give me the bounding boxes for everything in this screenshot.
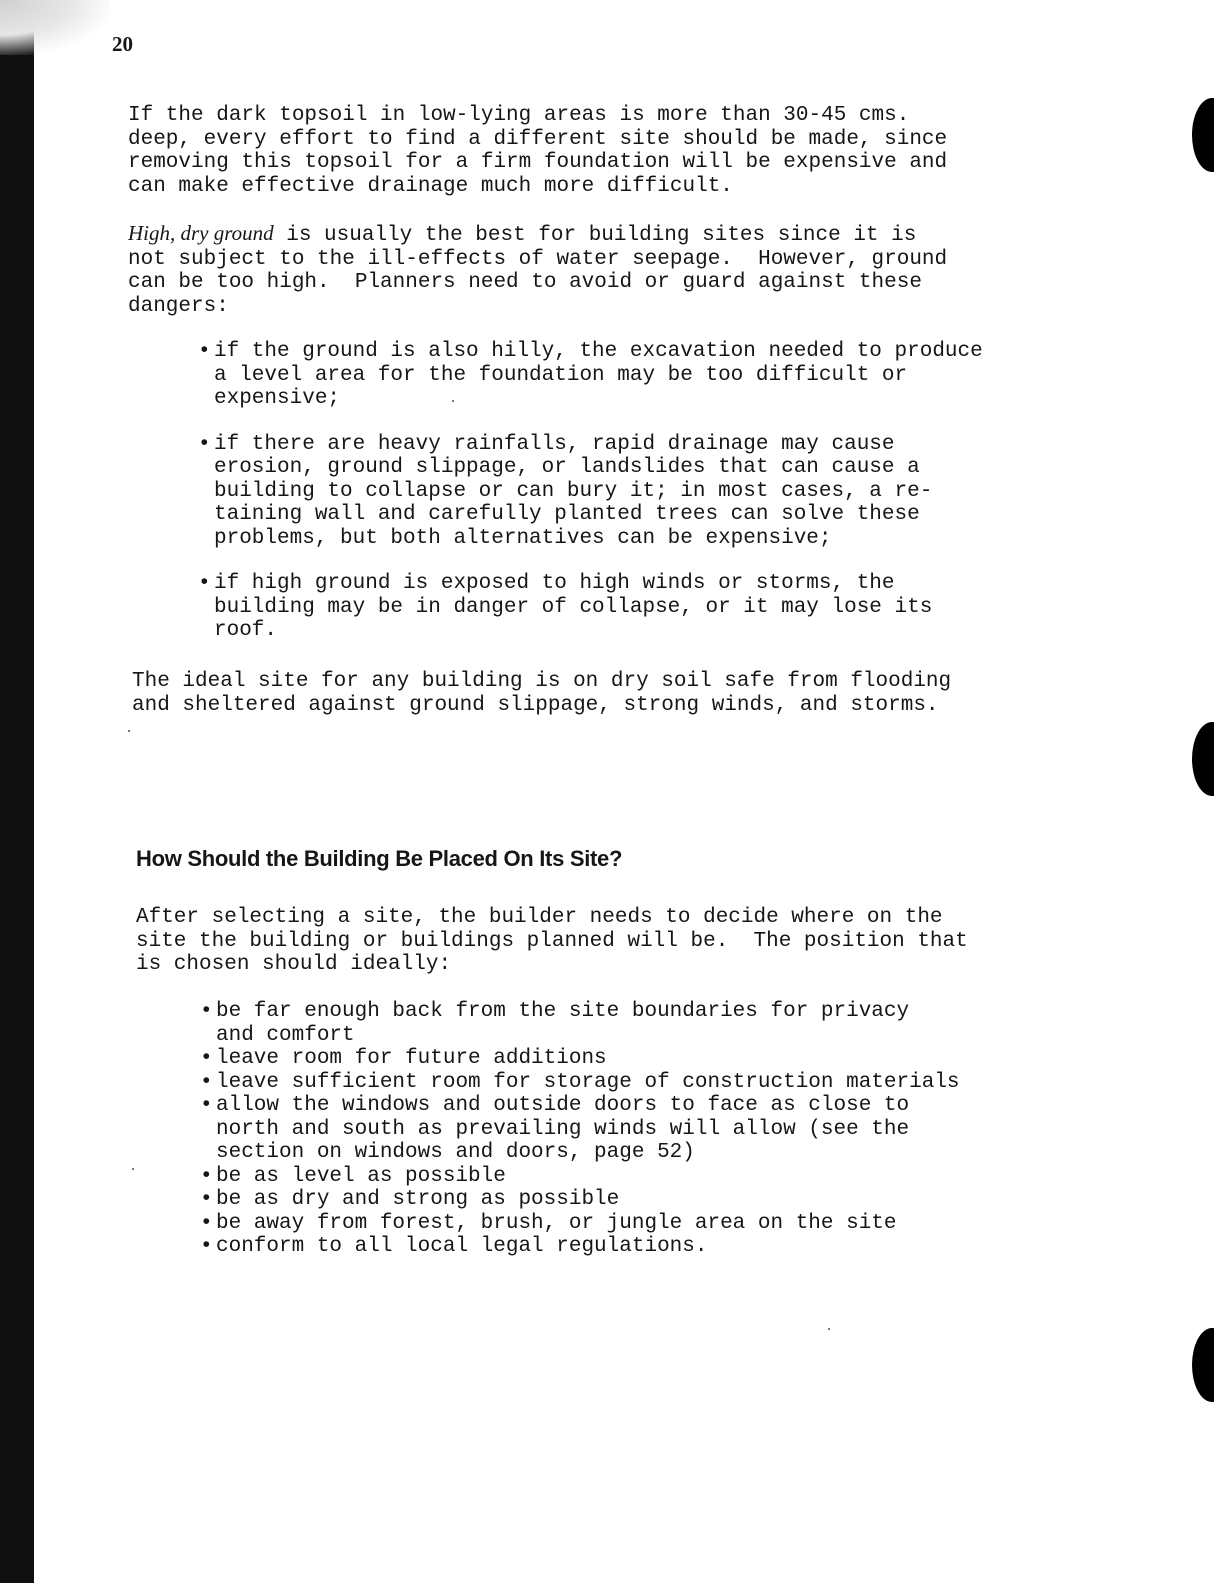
binder-hole-middle: [1192, 722, 1214, 796]
bullet-dot: •: [200, 1164, 213, 1188]
bullet-dot: •: [200, 1000, 213, 1023]
paragraph-high-ground-text: is usually the best for building sites since it is not subject to the ill-effects of water seepage. However, ground can be too high. Planners need to avoid or guard against these dangers:: [128, 224, 948, 318]
list-item-text: conform to all local legal regulations.: [216, 1235, 708, 1258]
paragraph-high-ground-lead: High, dry ground: [128, 221, 274, 245]
scan-speck: [128, 730, 130, 732]
list-item: [198, 572, 1088, 643]
list-item: [200, 1165, 1090, 1189]
list-item: [200, 1188, 1090, 1212]
list-item: [200, 1094, 1090, 1165]
paragraph-placement: After selecting a site, the builder needs to decide where on the site the building or buildings planned will be. The position that is chosen should ideally:: [136, 906, 968, 976]
scan-speck: [452, 400, 454, 402]
scan-corner-noise: [0, 0, 110, 55]
bullet-dot: •: [200, 1047, 213, 1070]
scan-speck: [828, 1328, 830, 1330]
page-number: 20: [112, 32, 133, 56]
bullet-dot: •: [200, 1235, 213, 1258]
bullet-dot: •: [198, 572, 211, 595]
scan-left-edge: [0, 0, 34, 1583]
bullet-dot: •: [200, 1211, 213, 1235]
bullet-dot: •: [200, 1070, 213, 1094]
dangers-list: [198, 340, 1088, 665]
bullet-dot: •: [198, 340, 211, 363]
list-item: [200, 1047, 1090, 1071]
list-item: [200, 1000, 1090, 1047]
paragraph-topsoil: If the dark topsoil in low-lying areas is more than 30-45 cms. deep, every effort to find a different site should be made, since removing this topsoil for a firm foundation will be expensive and can make effective drainage much more difficult.: [128, 104, 948, 198]
list-item-text: be far enough back from the site boundaries for privacy and comfort: [216, 1000, 910, 1047]
position-criteria-list: [200, 1000, 1090, 1259]
binder-hole-bottom: [1192, 1328, 1214, 1402]
list-item: [200, 1071, 1090, 1095]
section-heading: How Should the Building Be Placed On Its Site?: [136, 846, 623, 871]
paragraph-high-ground: [128, 222, 1058, 318]
list-item-text: if there are heavy rainfalls, rapid drainage may cause erosion, ground slippage, or landslides that can cause a building to collapse or can bury it; in most cases, a re- taining wall and carefully planted trees can solve these problems, but both alternatives can be expensive;: [214, 432, 933, 550]
list-item-text: be as level as possible: [216, 1164, 506, 1188]
binder-hole-top: [1192, 98, 1214, 172]
bullet-dot: •: [200, 1188, 213, 1211]
list-item-text: leave sufficient room for storage of construction materials: [216, 1070, 960, 1094]
list-item-text: be as dry and strong as possible: [216, 1188, 620, 1211]
list-item-text: be away from forest, brush, or jungle area on the site: [216, 1211, 897, 1235]
list-item: [198, 340, 1088, 411]
bullet-dot: •: [198, 432, 211, 456]
scan-speck: [132, 1168, 134, 1170]
list-item-text: leave room for future additions: [216, 1047, 607, 1070]
list-item: [200, 1212, 1090, 1236]
bullet-dot: •: [200, 1094, 213, 1117]
paragraph-ideal-site: The ideal site for any building is on dry soil safe from flooding and sheltered against ground slippage, strong winds, and storms.: [132, 670, 952, 717]
list-item-text: if the ground is also hilly, the excavation needed to produce a level area for the foundation may be too difficult or expensive;: [214, 340, 983, 410]
list-item-text: if high ground is exposed to high winds or storms, the building may be in danger of collapse, or it may lose its roof.: [214, 572, 933, 642]
list-item: [200, 1235, 1090, 1259]
list-item: [198, 433, 1088, 551]
list-item-text: allow the windows and outside doors to face as close to north and south as prevailing winds will allow (see the section on windows and doors, page 52): [216, 1094, 910, 1164]
